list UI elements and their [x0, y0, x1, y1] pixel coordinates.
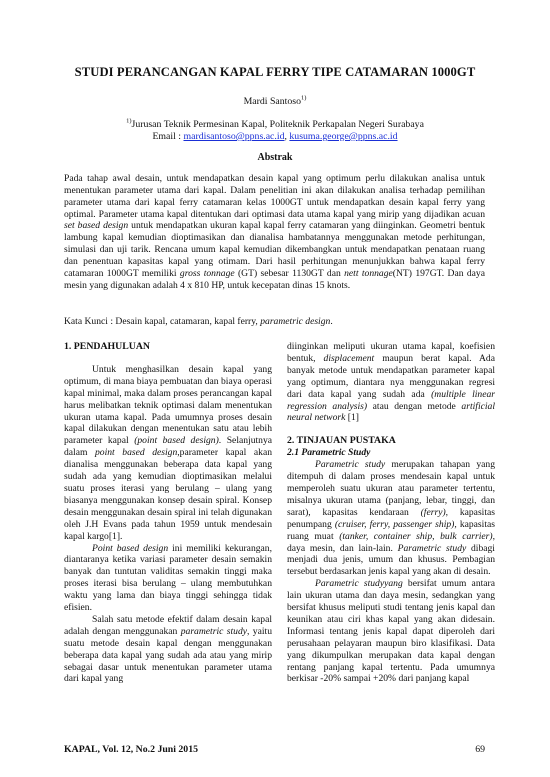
author-name: Mardi Santoso	[243, 96, 301, 107]
section-2-heading: 2. TINJAUAN PUSTAKA	[287, 435, 396, 447]
cont-text-b: maupun berat kapal. Ada banyak metode untuk mendapatkan parameter kapal yang optimum, diantara nya menggunakan regresi dari data kapal yang sudah ada	[287, 352, 495, 400]
abstract-text-3: (GT) sebesar 1130GT dan	[234, 267, 345, 279]
abstract-body	[64, 173, 485, 291]
para1-text-c: ,parameter kapal akan dianalisa menggunakan beberapa data kapal yang sudah ada yang kemudian dioptimasikan melalui suatu proses iterasi yang berulang – ulang yang biasanya menggunakan konsep desain spiral. Konsep desain menggunakan desain spiral ini telah digunakan oleh J.H Evans pada tahun 1959 untuk mendesain kapal kargo[1].	[64, 447, 272, 542]
p21-italic-e: Parametric study	[397, 542, 467, 554]
p21-italic-c: (cruiser, ferry, passenger ship)	[334, 518, 455, 530]
subsection-2-1-paragraph-2	[287, 578, 495, 685]
cont-italic-a: displacement	[323, 352, 375, 364]
para2-italic: Point based design	[92, 542, 169, 554]
para1-italic-b: point based design	[95, 447, 178, 459]
cont-italic-b: (multiple linear regression analysis)	[287, 388, 496, 412]
email-label: Email :	[152, 131, 184, 142]
abstract-heading: Abstrak	[257, 152, 293, 163]
para2-text: ini memiliki kekurangan, diantaranya ketika variasi parameter desain semakin banyak dan tuntutan validitas semakin tinggi maka proses iterasi bisa berulang – ulang membutuhkan waktu yang lama dan biaya tinggi sehingga tidak efisien.	[64, 542, 272, 614]
p21-text-e: dibagi menjadi dua jenis, umum dan khusus. Pembagian tersebut berdasarkan jenis kapal yang akan di desain.	[287, 542, 495, 578]
right-column	[287, 341, 495, 685]
p21-italic-d: (tanker, container ship, bulk carrier)	[339, 530, 493, 542]
email-line	[30, 131, 520, 143]
p22-text: bersifat umum antara lain ukuran utama dan daya mesin, sedangkan yang bersifat khusus meliputi studi tentang jenis kapal dan keunikan atau ciri khas kapal yang akan didesain. Informasi tentang jenis kapal dapat diperoleh dari perusahaan pelayaran maupun biro klasifikasi. Data yang dikumpulkan merupakan data kapal dengan rentang panjang kapal tertentu. Pada umumnya berkisar -20% sampai +20% dari panjang kapal	[287, 578, 495, 685]
keywords-end: .	[330, 316, 333, 327]
abstract-italic-1: set based design	[64, 220, 129, 232]
p21-text-a: merupakan tahapan yang ditempuh di dalam proses mendesain kapal untuk memperoleh suatu ukuran atau parameter tertentu, misalnya ukuran utama (panjang, lebar, tinggi, dan sarat), kapasitas kendaraan	[287, 459, 495, 518]
abstract-italic-2: gross tonnage	[179, 267, 235, 279]
p21-text-b: , kapasitas penumpang	[287, 506, 495, 530]
para3-italic: parametric study	[180, 625, 248, 637]
p21-text-d: , daya mesin, dan lain-lain.	[287, 530, 495, 554]
affiliation-line	[30, 119, 520, 131]
cont-text-d: [1]	[345, 412, 359, 424]
section-1-paragraph-2	[64, 543, 272, 614]
para1-italic-a: (point based design)	[134, 435, 219, 447]
affiliation-text: Jurusan Teknik Permesinan Kapal, Politeknik Perkapalan Negeri Surabaya	[131, 119, 424, 130]
affiliation	[30, 119, 520, 143]
email-separator: ,	[284, 131, 290, 142]
cont-text-a: diinginkan meliputi ukuran utama kapal, koefisien bentuk,	[287, 341, 495, 364]
continued-paragraph	[287, 341, 495, 424]
email-link-1[interactable]: mardisantoso@ppns.ac.id	[183, 131, 285, 142]
para1-text-a: Untuk menghasilkan desain kapal yang optimum, di mana biaya pembuatan dan biaya operasi kapal minimal, maka dalam proses perancangan kapal harus melibatkan teknik optimasi dalam menentukan ukuran utama kapal. Pada umumnya proses desain kapal dilakukan dengan menentukan satu atau lebih parameter kapal	[64, 363, 272, 447]
abstract-italic-3: nett tonnage	[344, 267, 393, 279]
cont-text-c: atau dengan metode	[367, 400, 462, 412]
cont-italic-c: artificial neural network	[287, 400, 495, 424]
para3-text-a: Salah satu metode efektif dalam desain kapal adalah dengan menggunakan	[64, 613, 272, 637]
subsection-2-1-paragraph-1	[287, 459, 495, 578]
email-link-2[interactable]: kusuma.george@ppns.ac.id	[289, 131, 398, 142]
p22-italic: Parametric studyyang	[315, 578, 403, 590]
page-number: 69	[475, 744, 485, 755]
keywords-italic: parametric design	[260, 316, 331, 327]
left-column	[64, 341, 272, 685]
p21-text-c: , kapasitas ruang muat	[287, 518, 495, 542]
p21-italic-b: (ferry)	[420, 506, 446, 518]
abstract-text-4: (NT) 197GT. Dan daya mesin yang digunakan adalah 4 x 810 HP, untuk kecepatan dinas 15 knots.	[64, 267, 485, 291]
abstract-text-1: Pada tahap awal desain, untuk mendapatkan desain kapal yang optimum perlu dilakukan analisa untuk menentukan parameter utama dari kapal. Dalam penelitian ini akan dilakukan analisa terhadap pemilihan parameter utama dari kapal ferry catamaran kelas 1000GT untuk mendapatkan desain kapal ferry yang optimal. Parameter utama kapal ditentukan dari optimasi data utama kapal yang mirip yang dijadikan acuan	[64, 173, 485, 220]
author-sup: 1)	[301, 94, 307, 102]
keywords-line	[64, 316, 485, 327]
journal-footer: KAPAL, Vol. 12, No.2 Juni 2015	[64, 744, 199, 755]
affiliation-sup: 1)	[126, 117, 132, 125]
para3-text-b: , yaitu suatu metode desain kapal dengan menggunakan beberapa data kapal yang sudah ada atau yang mirip sebagai dasar untuk menentukan parameter utama dari kapal yang	[64, 625, 272, 685]
subsection-2-1-heading: 2.1 Parametric Study	[287, 447, 371, 459]
section-1-paragraph-3	[64, 614, 272, 685]
abstract-text-2: untuk mendapatkan ukuran kapal kapal ferry catamaran yang diinginkan. Geometri bentuk lambung kapal kemudian dioptimasikan dan dianalisa hambatannya menggunakan metode perhitungan, simulasi dan uji tarik. Rencana umum kapal kemudian dikembangkan untuk mendapatkan penataan ruang dan penentuan kapasitas kapal yang otimam. Dari hasil perhitungan menunjukkan bahwa kapal ferry catamaran 1000GT memiliki	[64, 220, 485, 279]
section-1-paragraph-1	[64, 364, 272, 543]
p21-italic-a: Parametric study	[315, 459, 386, 471]
author-line	[30, 96, 520, 107]
section-1-heading: 1. PENDAHULUAN	[64, 341, 150, 352]
para1-text-b: . Selanjutnya dalam	[64, 435, 273, 459]
paper-title: STUDI PERANCANGAN KAPAL FERRY TIPE CATAMARAN 1000GT	[74, 65, 476, 79]
keywords-text: Kata Kunci : Desain kapal, catamaran, kapal ferry,	[64, 316, 261, 327]
